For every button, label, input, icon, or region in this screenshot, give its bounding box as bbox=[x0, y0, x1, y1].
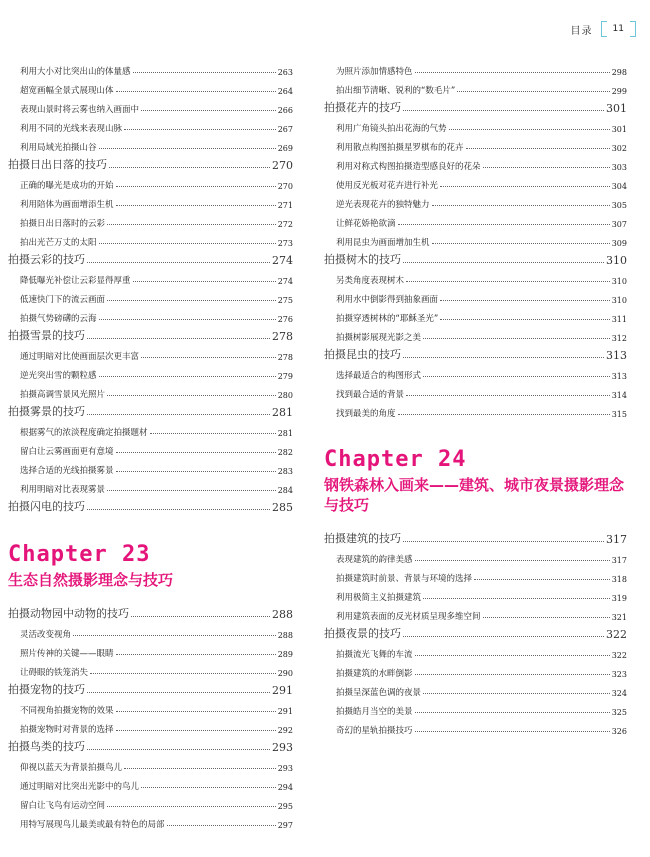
toc-item[interactable] bbox=[324, 267, 627, 286]
toc-item-title: 通过明暗对比突出光影中的鸟儿 bbox=[20, 782, 140, 792]
leader-dots bbox=[403, 262, 604, 263]
leader-dots bbox=[440, 186, 610, 187]
leader-dots bbox=[141, 110, 276, 111]
toc-section[interactable] bbox=[324, 527, 627, 546]
toc-item-title: 拍出细节清晰、锐利的“数毛片” bbox=[336, 86, 456, 96]
toc-section-page: 285 bbox=[272, 501, 293, 514]
toc-item-title: 让鲜花娇艳欲滴 bbox=[336, 219, 396, 229]
toc-item[interactable] bbox=[8, 77, 293, 96]
toc-item-page: 269 bbox=[277, 144, 293, 153]
toc-item-title: 根据雾气的浓淡程度确定拍摄题材 bbox=[20, 428, 148, 438]
leader-dots bbox=[124, 129, 276, 130]
page-number-box bbox=[601, 21, 636, 37]
leader-dots bbox=[474, 579, 610, 580]
toc-item-page: 310 bbox=[611, 277, 627, 286]
toc-section-title: 拍摄花卉的技巧 bbox=[324, 101, 401, 114]
toc-item-title: 留白让云雾画面更有意境 bbox=[20, 447, 114, 457]
toc-item-title: 找到最美的角度 bbox=[336, 409, 396, 419]
toc-item-page: 290 bbox=[277, 669, 293, 678]
toc-item[interactable] bbox=[324, 324, 627, 343]
leader-dots bbox=[423, 338, 610, 339]
toc-item-title: 超宽画幅全景式展现山体 bbox=[20, 86, 114, 96]
toc-item-page: 318 bbox=[611, 575, 627, 584]
toc-section-title: 拍摄雪景的技巧 bbox=[8, 329, 85, 342]
toc-section-title: 拍摄宠物的技巧 bbox=[8, 683, 85, 696]
leader-dots bbox=[423, 598, 610, 599]
leader-dots bbox=[99, 376, 276, 377]
toc-item-title: 选择合适的光线拍摄雾景 bbox=[20, 466, 114, 476]
toc-item-title: 利用局域光拍摄山谷 bbox=[20, 143, 97, 153]
toc-section-title: 拍摄日出日落的技巧 bbox=[8, 158, 107, 171]
leader-dots bbox=[406, 395, 610, 396]
toc-section[interactable] bbox=[8, 495, 293, 514]
toc-item-page: 294 bbox=[277, 783, 293, 792]
toc-item-page: 289 bbox=[277, 650, 293, 659]
leader-dots bbox=[398, 414, 610, 415]
toc-section[interactable] bbox=[8, 248, 293, 267]
toc-item-title: 拍摄建筑时前景、背景与环境的选择 bbox=[336, 574, 473, 584]
toc-item-page: 313 bbox=[611, 372, 627, 381]
leader-dots bbox=[116, 186, 276, 187]
toc-item-title: 仰视以蓝天为背景拍摄鸟儿 bbox=[20, 763, 123, 773]
toc-item[interactable] bbox=[324, 134, 627, 153]
leader-dots bbox=[116, 91, 276, 92]
toc-item[interactable] bbox=[8, 457, 293, 476]
toc-item-page: 288 bbox=[277, 631, 293, 640]
toc-item[interactable] bbox=[324, 191, 627, 210]
toc-section[interactable] bbox=[8, 735, 293, 754]
toc-item[interactable] bbox=[324, 400, 627, 419]
toc-section-page: 313 bbox=[606, 349, 627, 362]
toc-item-title: 为照片添加情感特色 bbox=[336, 67, 413, 77]
leader-dots bbox=[466, 148, 610, 149]
leader-dots bbox=[116, 654, 276, 655]
toc-item[interactable] bbox=[8, 286, 293, 305]
toc-section-page: 278 bbox=[272, 330, 293, 343]
toc-item-title: 拍摄建筑的水畔倒影 bbox=[336, 669, 413, 679]
toc-item-title: 不同视角拍摄宠物的效果 bbox=[20, 706, 114, 716]
leader-dots bbox=[99, 148, 276, 149]
leader-dots bbox=[415, 72, 610, 73]
leader-dots bbox=[73, 635, 276, 636]
page-header bbox=[571, 22, 636, 36]
toc-right-column bbox=[324, 58, 627, 736]
toc-item-title: 让碍眼的铁笼消失 bbox=[20, 668, 89, 678]
toc-item[interactable] bbox=[8, 697, 293, 716]
leader-dots bbox=[87, 414, 270, 415]
leader-dots bbox=[141, 787, 276, 788]
leader-dots bbox=[415, 731, 610, 732]
leader-dots bbox=[116, 471, 276, 472]
toc-item-page: 298 bbox=[611, 68, 627, 77]
toc-item-page: 273 bbox=[277, 239, 293, 248]
leader-dots bbox=[107, 300, 276, 301]
toc-item-page: 283 bbox=[277, 467, 293, 476]
toc-section[interactable] bbox=[324, 622, 627, 641]
toc-item[interactable] bbox=[8, 640, 293, 659]
toc-item-title: 利用水中倒影得到抽象画面 bbox=[336, 295, 439, 305]
chapter-heading bbox=[324, 447, 627, 515]
toc-item[interactable] bbox=[324, 210, 627, 229]
toc-section-page: 270 bbox=[272, 159, 293, 172]
leader-dots bbox=[87, 509, 270, 510]
toc-item[interactable] bbox=[324, 77, 627, 96]
leader-dots bbox=[133, 72, 276, 73]
toc-item-page: 291 bbox=[277, 707, 293, 716]
toc-item-page: 272 bbox=[277, 220, 293, 229]
leader-dots bbox=[131, 616, 270, 617]
toc-item[interactable] bbox=[8, 716, 293, 735]
toc-item-title: 低速快门下的流云画面 bbox=[20, 295, 106, 305]
toc-item-title: 通过明暗对比使画面层次更丰富 bbox=[20, 352, 140, 362]
toc-section-title: 拍摄建筑的技巧 bbox=[324, 532, 401, 545]
toc-item[interactable] bbox=[324, 660, 627, 679]
toc-item[interactable] bbox=[324, 362, 627, 381]
toc-item-title: 利用陪体为画面增添生机 bbox=[20, 200, 114, 210]
leader-dots bbox=[116, 452, 276, 453]
toc-section[interactable] bbox=[324, 248, 627, 267]
leader-dots bbox=[403, 636, 604, 637]
leader-dots bbox=[167, 825, 276, 826]
toc-item-page: 297 bbox=[277, 821, 293, 830]
toc-item-page: 322 bbox=[611, 651, 627, 660]
chapter-label: Chapter 24 bbox=[324, 447, 467, 472]
toc-item-title: 利用不同的光线来表现山脉 bbox=[20, 124, 123, 134]
leader-dots bbox=[87, 338, 270, 339]
toc-section-page: 288 bbox=[272, 608, 293, 621]
toc-item-title: 拍摄呈深蓝色调的夜景 bbox=[336, 688, 422, 698]
toc-item-title: 降低曝光补偿让云彩显得厚重 bbox=[20, 276, 131, 286]
toc-item-title: 拍摄气势磅礴的云海 bbox=[20, 314, 97, 324]
toc-item-page: 266 bbox=[277, 106, 293, 115]
leader-dots bbox=[415, 674, 610, 675]
toc-section-title: 拍摄树木的技巧 bbox=[324, 253, 401, 266]
leader-dots bbox=[403, 110, 604, 111]
toc-section-title: 拍摄雾景的技巧 bbox=[8, 405, 85, 418]
toc-item-page: 302 bbox=[611, 144, 627, 153]
toc-section-title: 拍摄昆虫的技巧 bbox=[324, 348, 401, 361]
leader-dots bbox=[457, 91, 609, 92]
chapter-title: 生态自然摄影理念与技巧 bbox=[8, 571, 174, 589]
chapter-label: Chapter 23 bbox=[8, 542, 151, 567]
toc-section[interactable] bbox=[8, 678, 293, 697]
toc-left-column bbox=[8, 58, 293, 830]
leader-dots bbox=[440, 300, 610, 301]
leader-dots bbox=[109, 167, 270, 168]
toc-item-page: 305 bbox=[611, 201, 627, 210]
leader-dots bbox=[483, 167, 610, 168]
leader-dots bbox=[432, 243, 610, 244]
toc-section-page: 322 bbox=[606, 628, 627, 641]
toc-item[interactable] bbox=[8, 134, 293, 153]
chapter-heading bbox=[8, 542, 293, 590]
toc-item-title: 利用明暗对比表现雾景 bbox=[20, 485, 106, 495]
toc-section-page: 293 bbox=[272, 741, 293, 754]
toc-item-page: 270 bbox=[277, 182, 293, 191]
toc-item-title: 利用广角镜头拍出花海的气势 bbox=[336, 124, 447, 134]
toc-item-page: 324 bbox=[611, 689, 627, 698]
toc-item-title: 使用反光板对花卉进行补光 bbox=[336, 181, 439, 191]
toc-item[interactable] bbox=[8, 210, 293, 229]
toc-item-title: 逆光突出雪的颗粒感 bbox=[20, 371, 97, 381]
leader-dots bbox=[403, 357, 604, 358]
toc-item-page: 263 bbox=[277, 68, 293, 77]
toc-item[interactable] bbox=[324, 286, 627, 305]
toc-item-title: 利用极简主义拍摄建筑 bbox=[336, 593, 422, 603]
toc-item-page: 276 bbox=[277, 315, 293, 324]
leader-dots bbox=[116, 711, 276, 712]
leader-dots bbox=[150, 433, 276, 434]
toc-item-page: 309 bbox=[611, 239, 627, 248]
toc-section-page: 310 bbox=[606, 254, 627, 267]
toc-item[interactable] bbox=[324, 172, 627, 191]
toc-item[interactable] bbox=[324, 546, 627, 565]
toc-item-page: 295 bbox=[277, 802, 293, 811]
leader-dots bbox=[423, 693, 610, 694]
toc-item-title: 利用建筑表面的反光材质呈现多维空间 bbox=[336, 612, 481, 622]
toc-item-title: 灵活改变视角 bbox=[20, 630, 72, 640]
toc-item[interactable] bbox=[8, 419, 293, 438]
leader-dots bbox=[107, 395, 276, 396]
toc-item[interactable] bbox=[324, 305, 627, 324]
leader-dots bbox=[107, 490, 276, 491]
toc-item-title: 拍摄树影展现光影之美 bbox=[336, 333, 422, 343]
toc-item[interactable] bbox=[8, 343, 293, 362]
leader-dots bbox=[423, 376, 610, 377]
toc-item-page: 267 bbox=[277, 125, 293, 134]
toc-item-title: 照片传神的关键——眼睛 bbox=[20, 649, 114, 659]
toc-item[interactable] bbox=[324, 381, 627, 400]
toc-item[interactable] bbox=[324, 229, 627, 248]
toc-item[interactable] bbox=[8, 172, 293, 191]
leader-dots bbox=[141, 357, 276, 358]
leader-dots bbox=[449, 129, 610, 130]
toc-item[interactable] bbox=[8, 792, 293, 811]
toc-item-page: 319 bbox=[611, 594, 627, 603]
toc-item-page: 310 bbox=[611, 296, 627, 305]
toc-item-page: 293 bbox=[277, 764, 293, 773]
toc-item-page: 292 bbox=[277, 726, 293, 735]
toc-section[interactable] bbox=[8, 324, 293, 343]
leader-dots bbox=[107, 806, 276, 807]
toc-item-title: 拍摄高调雪景风光照片 bbox=[20, 390, 106, 400]
toc-item[interactable] bbox=[8, 754, 293, 773]
toc-item[interactable] bbox=[8, 191, 293, 210]
toc-item-title: 利用对称式构图拍摄造型感良好的花朵 bbox=[336, 162, 481, 172]
toc-item-page: 314 bbox=[611, 391, 627, 400]
leader-dots bbox=[403, 541, 604, 542]
toc-item[interactable] bbox=[8, 115, 293, 134]
toc-item[interactable] bbox=[324, 679, 627, 698]
toc-item-page: 323 bbox=[611, 670, 627, 679]
leader-dots bbox=[124, 768, 276, 769]
leader-dots bbox=[107, 224, 276, 225]
toc-item-page: 281 bbox=[277, 429, 293, 438]
toc-item[interactable] bbox=[8, 476, 293, 495]
chapter-title: 钢铁森林入画来——建筑、城市夜景摄影理念与技巧 bbox=[324, 476, 625, 514]
toc-item[interactable] bbox=[324, 584, 627, 603]
toc-item-page: 301 bbox=[611, 125, 627, 134]
toc-section[interactable] bbox=[8, 153, 293, 172]
toc-item-page: 304 bbox=[611, 182, 627, 191]
toc-item-title: 拍摄穿透树林的“耶稣圣光” bbox=[336, 314, 439, 324]
toc-item-title: 利用昆虫为画面增加生机 bbox=[336, 238, 430, 248]
toc-item[interactable] bbox=[8, 811, 293, 830]
leader-dots bbox=[440, 319, 609, 320]
toc-item-page: 284 bbox=[277, 486, 293, 495]
toc-section[interactable] bbox=[8, 400, 293, 419]
leader-dots bbox=[87, 749, 270, 750]
toc-item-page: 280 bbox=[277, 391, 293, 400]
toc-section-title: 拍摄闪电的技巧 bbox=[8, 500, 85, 513]
toc-item-page: 311 bbox=[611, 315, 627, 324]
toc-item[interactable] bbox=[324, 717, 627, 736]
leader-dots bbox=[398, 224, 610, 225]
toc-item-title: 拍摄宠物时对背景的选择 bbox=[20, 725, 114, 735]
toc-item-page: 326 bbox=[611, 727, 627, 736]
toc-item[interactable] bbox=[324, 153, 627, 172]
toc-item-title: 表现山景时将云雾也纳入画面中 bbox=[20, 105, 140, 115]
toc-item-title: 拍摄流光飞舞的车流 bbox=[336, 650, 413, 660]
page-number: 11 bbox=[612, 24, 624, 34]
leader-dots bbox=[415, 560, 610, 561]
toc-item-title: 表现建筑的韵律美感 bbox=[336, 555, 413, 565]
toc-item-page: 279 bbox=[277, 372, 293, 381]
leader-dots bbox=[415, 712, 610, 713]
toc-section-title: 拍摄云彩的技巧 bbox=[8, 253, 85, 266]
toc-item[interactable] bbox=[8, 362, 293, 381]
toc-section-page: 301 bbox=[606, 102, 627, 115]
toc-item-title: 利用散点构图拍摄星罗棋布的花卉 bbox=[336, 143, 464, 153]
toc-item[interactable] bbox=[8, 773, 293, 792]
toc-item-page: 317 bbox=[611, 556, 627, 565]
toc-item-title: 选择最适合的构图形式 bbox=[336, 371, 422, 381]
toc-item[interactable] bbox=[8, 267, 293, 286]
leader-dots bbox=[116, 730, 276, 731]
toc-section-title: 拍摄夜景的技巧 bbox=[324, 627, 401, 640]
toc-item-title: 用特写展现鸟儿最美或最有特色的局部 bbox=[20, 820, 165, 830]
toc-item-page: 312 bbox=[611, 334, 627, 343]
leader-dots bbox=[406, 281, 610, 282]
toc-item-page: 275 bbox=[277, 296, 293, 305]
toc-item[interactable] bbox=[324, 115, 627, 134]
toc-item[interactable] bbox=[324, 603, 627, 622]
toc-item-page: 325 bbox=[611, 708, 627, 717]
toc-item-page: 282 bbox=[277, 448, 293, 457]
leader-dots bbox=[90, 673, 276, 674]
toc-section-page: 281 bbox=[272, 406, 293, 419]
leader-dots bbox=[415, 655, 610, 656]
toc-item[interactable] bbox=[8, 438, 293, 457]
bracket-right-icon bbox=[630, 21, 636, 37]
toc-item-page: 299 bbox=[611, 87, 627, 96]
toc-item[interactable] bbox=[8, 621, 293, 640]
toc-item-title: 拍摄日出日落时的云彩 bbox=[20, 219, 106, 229]
leader-dots bbox=[87, 692, 270, 693]
toc-item[interactable] bbox=[324, 565, 627, 584]
toc-item[interactable] bbox=[8, 381, 293, 400]
toc-item-page: 278 bbox=[277, 353, 293, 362]
toc-section[interactable] bbox=[324, 96, 627, 115]
toc-item-title: 正确的曝光是成功的开始 bbox=[20, 181, 114, 191]
toc-item-title: 找到最合适的背景 bbox=[336, 390, 405, 400]
toc-item[interactable] bbox=[324, 641, 627, 660]
leader-dots bbox=[87, 262, 270, 263]
toc-item-page: 315 bbox=[611, 410, 627, 419]
toc-section[interactable] bbox=[324, 343, 627, 362]
leader-dots bbox=[99, 243, 276, 244]
toc-section-title: 拍摄动物园中动物的技巧 bbox=[8, 607, 129, 620]
toc-item-title: 拍摄皓月当空的美景 bbox=[336, 707, 413, 717]
toc-item-page: 264 bbox=[277, 87, 293, 96]
toc-item-page: 321 bbox=[611, 613, 627, 622]
leader-dots bbox=[99, 319, 276, 320]
toc-section-page: 291 bbox=[272, 684, 293, 697]
toc-item-title: 利用大小对比突出山的体量感 bbox=[20, 67, 131, 77]
toc-item-title: 拍出光芒万丈的太阳 bbox=[20, 238, 97, 248]
leader-dots bbox=[116, 205, 276, 206]
toc-item-page: 274 bbox=[277, 277, 293, 286]
toc-item-page: 303 bbox=[611, 163, 627, 172]
header-label: 目录 bbox=[570, 25, 593, 37]
toc-item-page: 307 bbox=[611, 220, 627, 229]
toc-item[interactable] bbox=[8, 659, 293, 678]
toc-item[interactable] bbox=[8, 229, 293, 248]
toc-item[interactable] bbox=[8, 305, 293, 324]
toc-section-page: 274 bbox=[272, 254, 293, 267]
toc-item-title: 留白让飞鸟有运动空间 bbox=[20, 801, 106, 811]
leader-dots bbox=[432, 205, 610, 206]
toc-item-title: 奇幻的星轨拍摄技巧 bbox=[336, 726, 413, 736]
toc-item[interactable] bbox=[324, 58, 627, 77]
toc-item[interactable] bbox=[324, 698, 627, 717]
toc-item[interactable] bbox=[8, 58, 293, 77]
leader-dots bbox=[483, 617, 610, 618]
leader-dots bbox=[133, 281, 276, 282]
toc-item-page: 271 bbox=[277, 201, 293, 210]
toc-section-title: 拍摄鸟类的技巧 bbox=[8, 740, 85, 753]
toc-section-page: 317 bbox=[606, 533, 627, 546]
toc-item-title: 逆光表现花卉的独特魅力 bbox=[336, 200, 430, 210]
toc-section[interactable] bbox=[8, 602, 293, 621]
toc-item[interactable] bbox=[8, 96, 293, 115]
toc-item-title: 另类角度表现树木 bbox=[336, 276, 405, 286]
